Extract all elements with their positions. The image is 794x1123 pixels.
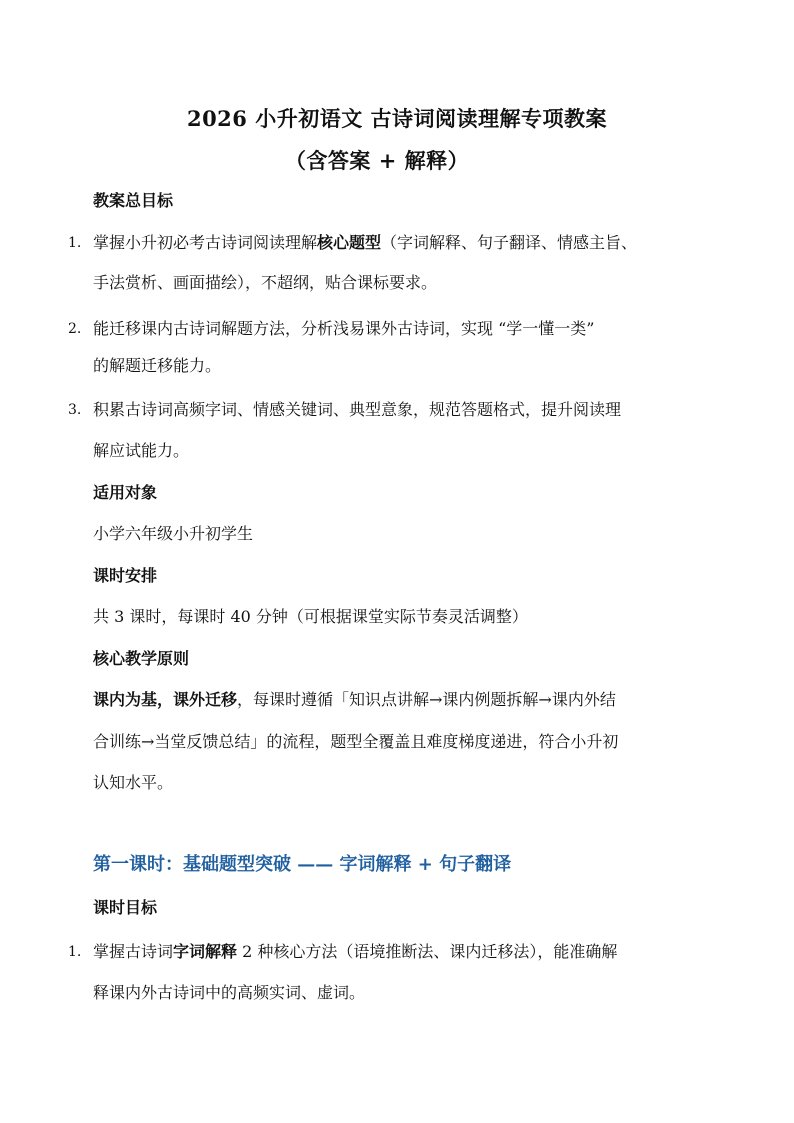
lesson1-goal-1-line2: 释课内外古诗词中的高频实词、虚词。	[93, 983, 366, 1002]
goal-1-line1	[93, 232, 637, 254]
lesson1-goal-1-text-pre: 掌握古诗词	[93, 942, 174, 961]
goal-1-number: 1.	[68, 235, 82, 251]
audience-heading: 适用对象	[93, 483, 158, 502]
goal-3-number: 3.	[68, 402, 82, 418]
schedule-text: 共 3 课时，每课时 40 分钟（可根据课堂实际节奏灵活调整）	[93, 607, 528, 626]
goal-2-line2: 的解题迁移能力。	[93, 356, 222, 375]
goal-3-line1: 积累古诗词高频字词、情感关键词、典型意象，规范答题格式，提升阅读理	[93, 400, 622, 419]
principle-line1	[93, 689, 616, 711]
audience-text: 小学六年级小升初学生	[93, 524, 254, 543]
goal-1-line2: 手法赏析、画面描绘），不超纲，贴合课标要求。	[93, 273, 438, 292]
principle-line2: 合训练→当堂反馈总结」的流程，题型全覆盖且难度梯度递进，符合小升初	[93, 732, 619, 751]
goal-3-line2: 解应试能力。	[93, 441, 190, 460]
goal-1-text-pre: 掌握小升初必考古诗词阅读理解	[93, 233, 318, 252]
lesson1-goals-heading: 课时目标	[93, 898, 158, 917]
principle-line1-rest: ，每课时遵循「知识点讲解→课内例题拆解→课内外结	[237, 690, 616, 709]
lesson1-goal-1-text-bold: 字词解释	[173, 942, 238, 961]
goal-1-text-post: （字词解释、句子翻译、情感主旨、	[381, 233, 638, 252]
schedule-heading: 课时安排	[93, 566, 158, 585]
goal-1-text-bold: 核心题型	[317, 233, 382, 252]
lesson1-goal-1-number: 1.	[68, 944, 82, 960]
goal-2-number: 2.	[68, 321, 82, 337]
principle-line3: 认知水平。	[93, 773, 174, 792]
principle-heading: 核心教学原则	[93, 649, 190, 668]
lesson1-goal-1-line1	[93, 941, 617, 963]
document-subtitle: （含答案 + 解释）	[284, 148, 470, 173]
document-title: 2026 小升初语文 古诗词阅读理解专项教案	[186, 106, 608, 131]
lesson1-title: 第一课时：基础题型突破 —— 字词解释 + 句子翻译	[93, 854, 512, 875]
goal-2-line1: 能迁移课内古诗词解题方法，分析浅易课外古诗词，实现 “学一懂一类”	[93, 319, 595, 338]
lesson1-goal-1-text-post: 2 种核心方法（语境推断法、课内迁移法），能准确解	[237, 942, 618, 961]
principle-bold: 课内为基，课外迁移	[93, 690, 238, 709]
goals-heading: 教案总目标	[93, 191, 174, 210]
